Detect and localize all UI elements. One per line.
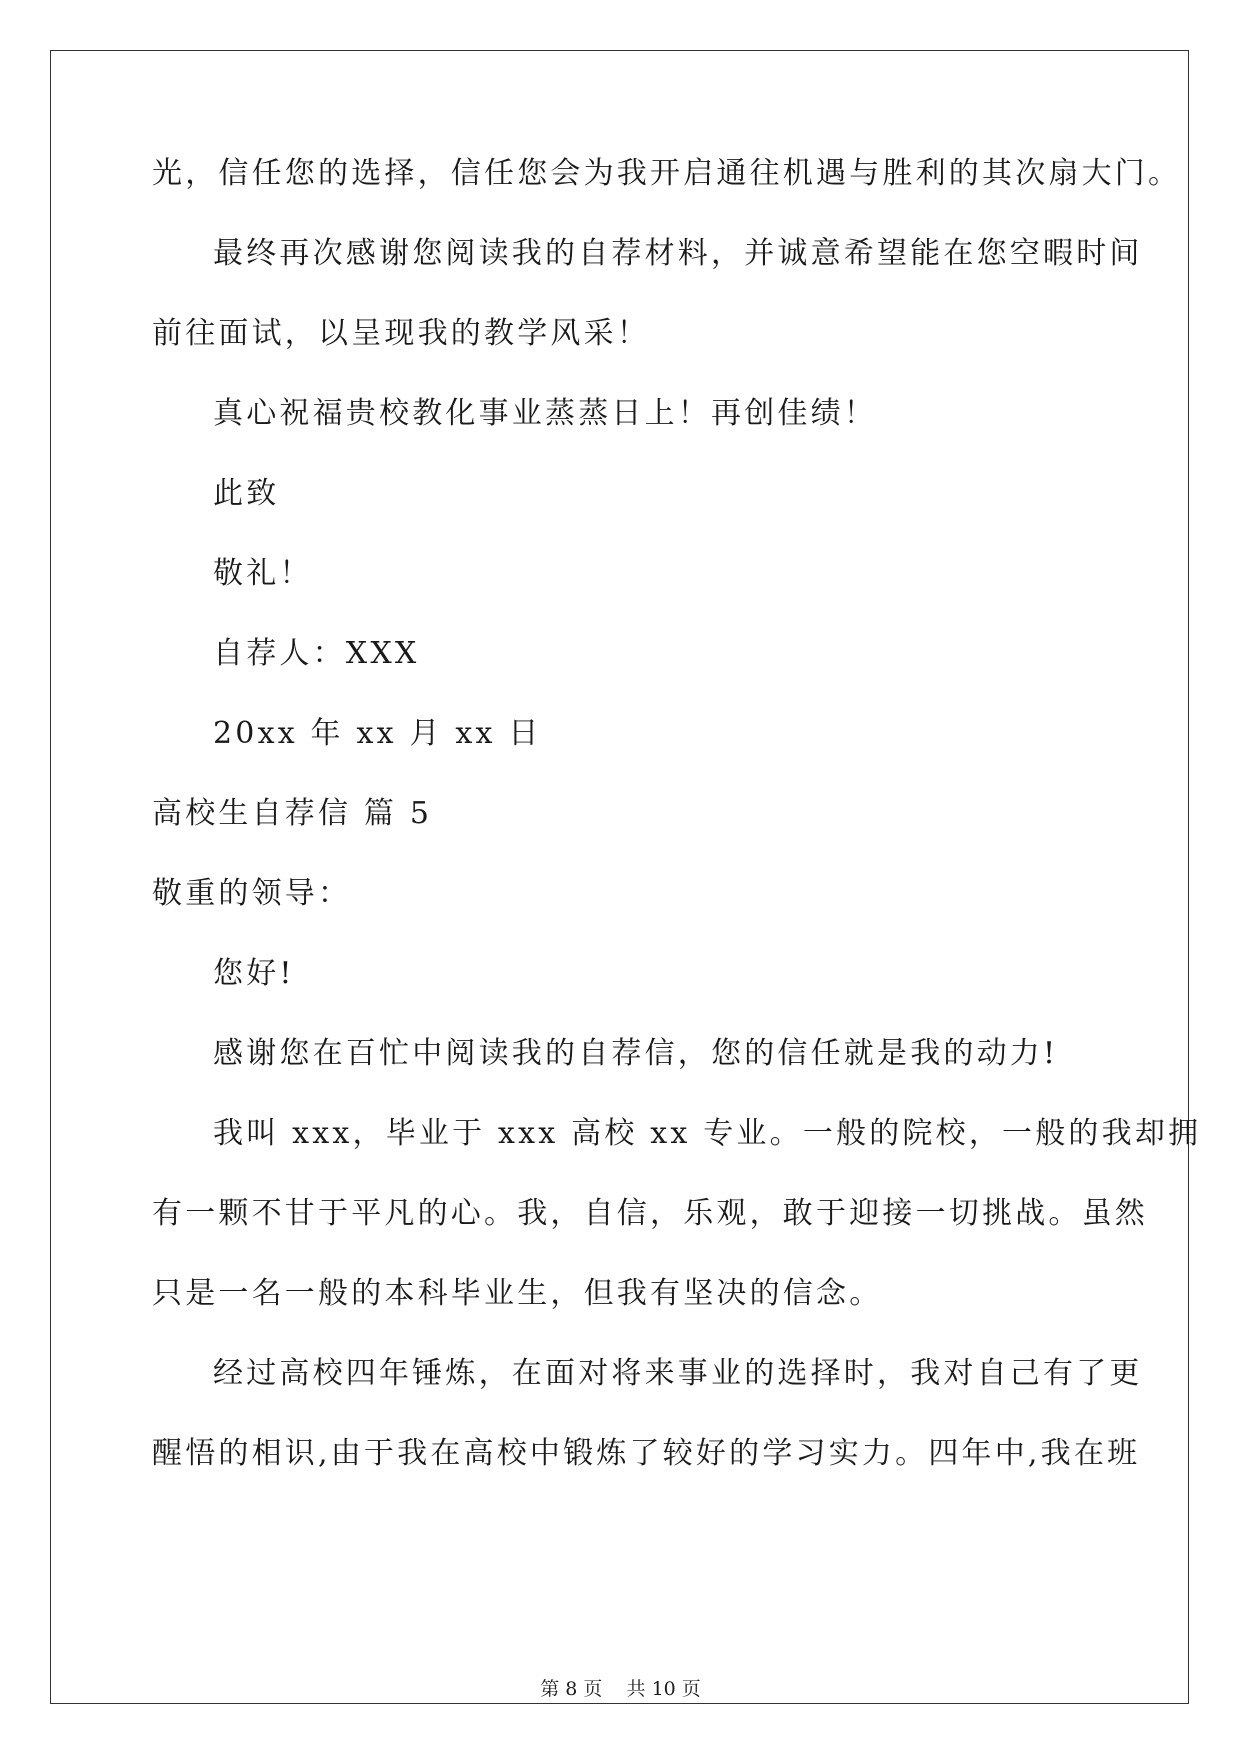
text-line: 敬礼！ [213,556,313,591]
text-line: 只是一名一般的本科毕业生，但我有坚决的信念。 [152,1276,883,1311]
text-line: 真心祝福贵校教化事业蒸蒸日上！再创佳绩！ [213,396,877,431]
text-line: 光，信任您的选择，信任您会为我开启通往机遇与胜利的其次扇大门。 [152,156,1182,191]
text-line: 前往面试，以呈现我的教学风采！ [152,316,650,351]
text-line: 有一颗不甘于平凡的心。我，自信，乐观，敢于迎接一切挑战。虽然 [152,1196,1148,1231]
text-line: 醒悟的相识,由于我在高校中锻炼了较好的学习实力。四年中,我在班 [152,1436,1141,1471]
text-line: 我叫 xxx，毕业于 xxx 高校 xx 专业。一般的院校，一般的我却拥 [213,1116,1202,1151]
section-heading: 高校生自荐信 篇 5 [152,796,433,831]
salutation: 敬重的领导： [152,876,352,911]
text-line: 感谢您在百忙中阅读我的自荐信，您的信任就是我的动力! [213,1036,1059,1071]
text-line: 此致 [213,476,280,511]
greeting: 您好! [213,956,295,991]
text-line: 经过高校四年锤炼，在面对将来事业的选择时，我对自己有了更 [213,1356,1143,1391]
date-line: 20xx 年 xx 月 xx 日 [213,716,542,751]
text-line: 最终再次感谢您阅读我的自荐材料，并诚意希望能在您空暇时间 [213,236,1143,271]
page-number: 第 8 页 共 10 页 [540,1678,701,1700]
signature-line: 自荐人：XXX [213,636,420,671]
